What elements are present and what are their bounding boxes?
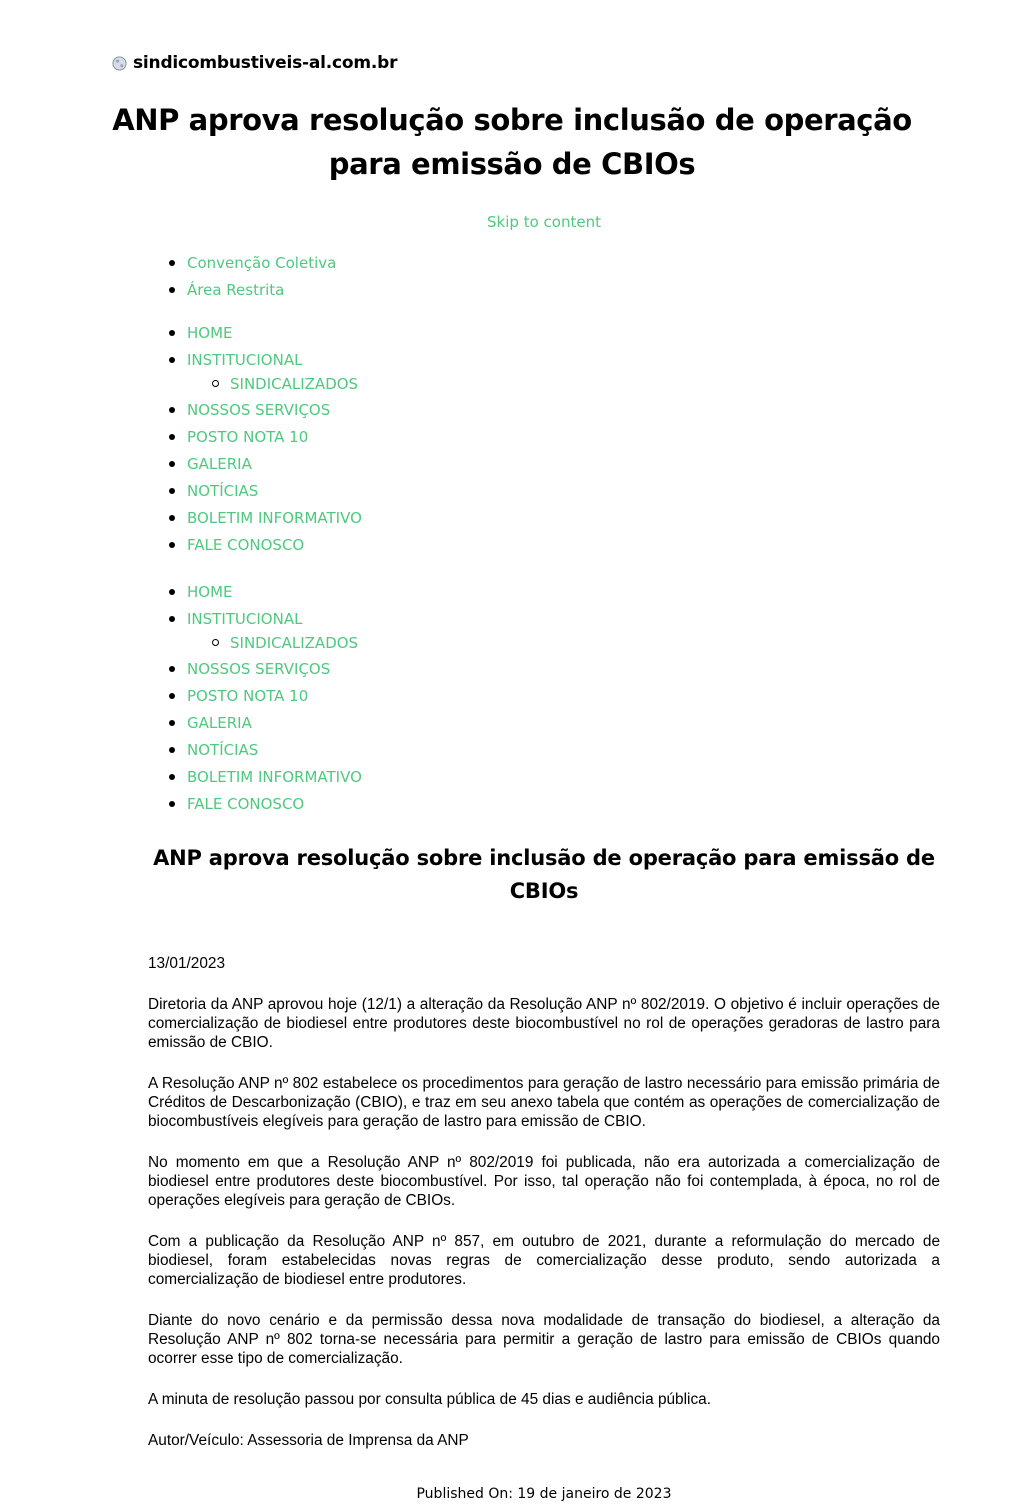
menu-item-noticias [187,740,362,767]
article-paragraph: Com a publicação da Resolução ANP nº 857, em outubro de 2021, durante a reformulação do mercado de biodiesel, foram estabelecidas novas regras de comercialização desse produto, sendo autorizada a comercialização de biodiesel entre produtores. [148,1233,940,1288]
galeria-link[interactable]: GALERIA [187,714,252,732]
article-body [148,954,940,1472]
menu-item-home [187,323,362,350]
menu-item-posto [187,427,362,454]
menu-item-servicos [187,400,362,427]
menu-item-noticias [187,481,362,508]
home-link[interactable]: HOME [187,324,233,342]
article-paragraph: A minuta de resolução passou por consulta pública de 45 dias e audiência pública. [148,1391,711,1408]
article-paragraph: No momento em que a Resolução ANP nº 802/2019 foi publicada, não era autorizada a comercialização de biodiesel entre produtores deste biocombustível. Por isso, tal operação não foi contemplada, à época, no rol de operações elegíveis para geração de CBIOs. [148,1154,940,1209]
posto-nota-10-link[interactable]: POSTO NOTA 10 [187,687,309,705]
fale-conosco-link[interactable]: FALE CONOSCO [187,795,305,813]
top-menu-item [187,253,336,280]
sindicalizados-link[interactable]: SINDICALIZADOS [230,375,359,393]
menu-item-contato [187,535,362,562]
home-link[interactable]: HOME [187,583,233,601]
top-menu [187,253,336,307]
menu-item-posto [187,686,362,713]
submenu-item-sindicalizados [230,374,362,400]
globe-icon [112,56,127,71]
submenu-item-sindicalizados [230,633,362,659]
site-domain[interactable]: sindicombustiveis-al.com.br [133,53,398,73]
top-menu-item [187,280,336,307]
skip-to-content-link[interactable]: Skip to content [487,213,601,231]
menu-item-institucional [187,609,362,659]
menu-item-home [187,582,362,609]
galeria-link[interactable]: GALERIA [187,455,252,473]
boletim-informativo-link[interactable]: BOLETIM INFORMATIVO [187,768,362,786]
mobile-menu [187,582,362,821]
menu-item-galeria [187,454,362,481]
institucional-link[interactable]: INSTITUCIONAL [187,610,303,628]
nossos-servicos-link[interactable]: NOSSOS SERVIÇOS [187,660,331,678]
nossos-servicos-link[interactable]: NOSSOS SERVIÇOS [187,401,331,419]
menu-item-boletim [187,767,362,794]
article-paragraph: A Resolução ANP nº 802 estabelece os procedimentos para geração de lastro necessário para emissão primária de Créditos de Descarbonização (CBIO), e traz em seu anexo tabela que contém as operações de comercialização de biocombustíveis elegíveis para geração de lastro para emissão de CBIO. [148,1075,940,1130]
article-title: ANP aprova resolução sobre inclusão de operação para emissão de CBIOs [153,846,935,903]
main-menu [187,323,362,562]
menu-item-boletim [187,508,362,535]
menu-item-servicos [187,659,362,686]
sindicalizados-link[interactable]: SINDICALIZADOS [230,634,359,652]
area-restrita-link[interactable]: Área Restrita [187,281,285,299]
institucional-submenu [230,374,362,400]
posto-nota-10-link[interactable]: POSTO NOTA 10 [187,428,309,446]
convencao-coletiva-link[interactable]: Convenção Coletiva [187,254,337,272]
menu-item-contato [187,794,362,821]
published-date: Published On: 19 de janeiro de 2023 [416,1486,672,1502]
noticias-link[interactable]: NOTÍCIAS [187,482,259,500]
boletim-informativo-link[interactable]: BOLETIM INFORMATIVO [187,509,362,527]
institucional-submenu [230,633,362,659]
menu-item-institucional [187,350,362,400]
article-paragraph: Diante do novo cenário e da permissão dessa nova modalidade de transação do biodiesel, a alteração da Resolução ANP nº 802 torna-se necessária para permitir a geração de lastro para emissão de CBIOs quando ocorrer esse tipo de comercialização. [148,1312,940,1367]
site-header [112,53,397,73]
fale-conosco-link[interactable]: FALE CONOSCO [187,536,305,554]
article-author: Autor/Veículo: Assessoria de Imprensa da ANP [148,1432,469,1449]
page-title: ANP aprova resolução sobre inclusão de operação para emissão de CBIOs [112,103,912,181]
article-paragraph: Diretoria da ANP aprovou hoje (12/1) a alteração da Resolução ANP nº 802/2019. O objetivo é incluir operações de comercialização de biodiesel entre produtores deste biocombustível no rol de operações geradoras de lastro para emissão de CBIO. [148,996,940,1051]
article-date: 13/01/2023 [148,955,226,972]
noticias-link[interactable]: NOTÍCIAS [187,741,259,759]
menu-item-galeria [187,713,362,740]
institucional-link[interactable]: INSTITUCIONAL [187,351,303,369]
